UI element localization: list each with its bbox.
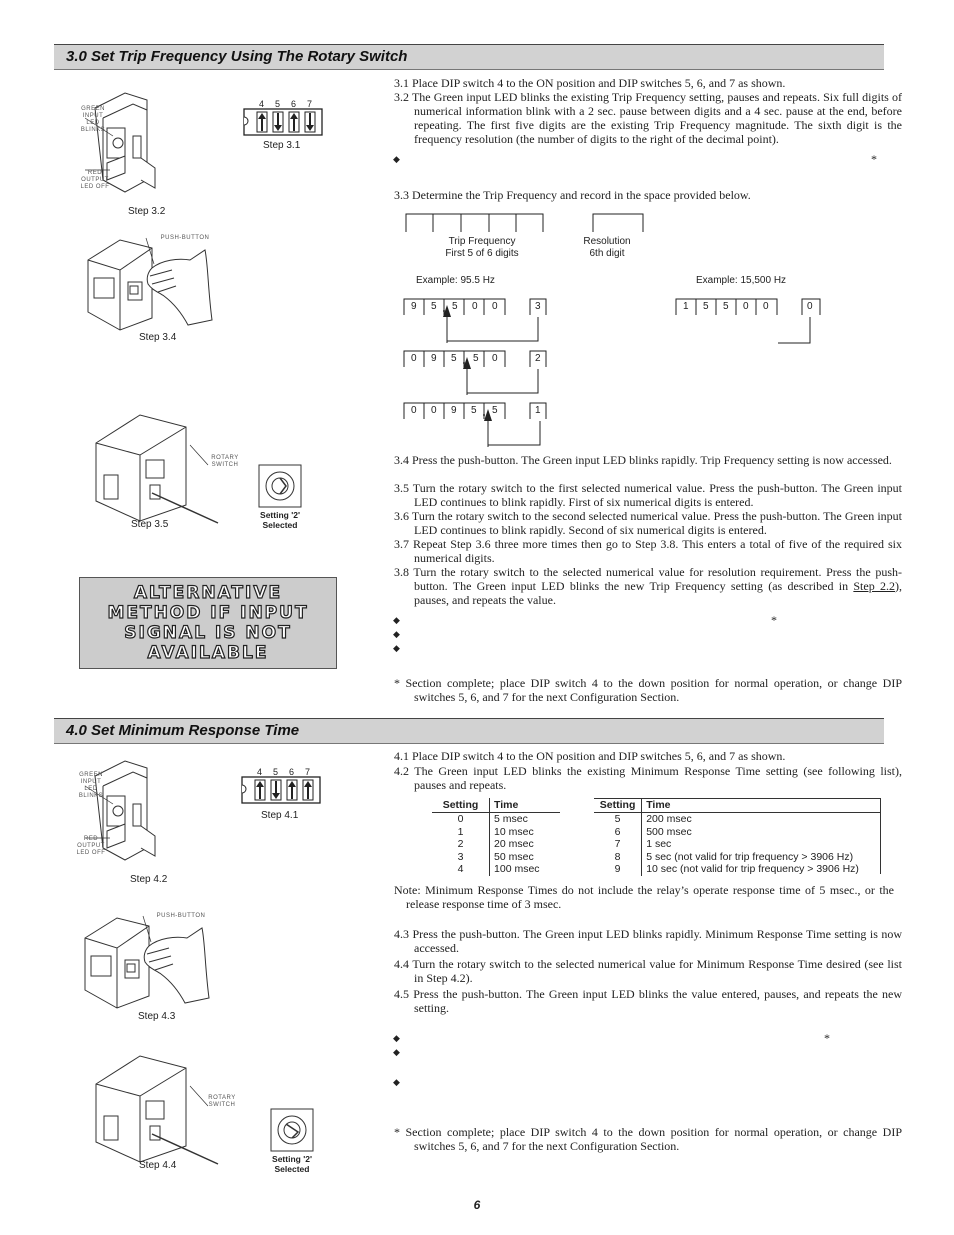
para-3-1: 3.1 Place DIP switch 4 to the ON position and DIP switches 5, 6, and 7 as shown. (394, 76, 786, 90)
dip-label-6: 6 (291, 99, 297, 109)
para-3-8: 3.8 Turn the rotary switch to the selected numerical value for resolution requirement. Press the push-button. The Green input LED blinks the new Trip Frequency setting (as described in Step 2.2), pauses, and repeats the value. (394, 565, 902, 607)
para-3-3: 3.3 Determine the Trip Frequency and record in the space provided below. (394, 188, 751, 202)
ex1-r1-d3: 5 (452, 301, 458, 312)
rotary-switch-label: ROTARY SWITCH (208, 1095, 236, 1108)
ex1-r1-d5: 0 (492, 301, 498, 312)
bullet-diamond: ◆ (393, 154, 400, 164)
ex2-d5: 0 (763, 301, 769, 312)
footnote-4: * Section complete; place DIP switch 4 to the down position for normal operation, or change DIP switches 5, 6, and 7 for the next Configuration Section. (394, 1125, 902, 1153)
step-4-4-caption: Step 4.4 (139, 1160, 177, 1171)
bullet-diamond: ◆ (393, 629, 400, 639)
rotary-dial-icon (270, 1108, 314, 1152)
ex1-r2-d5: 0 (492, 353, 498, 364)
step-2-2-link[interactable]: Step 2.2 (853, 579, 895, 593)
ex2-d1: 1 (683, 301, 689, 312)
alternative-method-box (79, 577, 337, 669)
dip-label-4: 4 (259, 99, 265, 109)
setting-2-selected-caption: Setting '2' Selected (272, 1154, 312, 1174)
page-number: 6 (473, 1198, 481, 1212)
push-button-illustration-3-4 (80, 230, 220, 335)
trip-frequency-label: Trip Frequency First 5 of 6 digits (445, 236, 519, 259)
table-row: 7 1 sec (594, 838, 881, 851)
example-digit-boxes (400, 295, 840, 455)
ex1-r3-d3: 9 (451, 405, 457, 416)
bullet-diamond: ◆ (393, 615, 400, 625)
para-4-3: 4.3 Press the push-button. The Green input LED blinks rapidly. Minimum Response Time setting is now accessed. (394, 927, 902, 955)
table-right-rule (880, 798, 881, 874)
dip-label-7: 7 (307, 99, 313, 109)
example-2-label: Example: 15,500 Hz (696, 275, 787, 286)
step-4-2-caption: Step 4.2 (130, 874, 168, 885)
asterisk: * (871, 152, 877, 166)
ex1-r1-d2: 5 (431, 301, 437, 312)
ex1-r3-d5: 5 (492, 405, 498, 416)
section-3-header (54, 44, 884, 70)
step-3-2-caption: Step 3.2 (128, 206, 166, 217)
para-4-5: 4.5 Press the push-button. The Green input LED blinks the value entered, pauses, and repeats the new setting. (394, 987, 902, 1015)
dip-switch-4-1 (241, 776, 321, 804)
ex1-r3-d1: 0 (411, 405, 417, 416)
response-time-table-right (594, 798, 881, 876)
para-3-7: 3.7 Repeat Step 3.6 three more times then go to Step 3.8. This enters a total of five of the required six numerical digits. (394, 537, 902, 565)
note-response-time: Note: Minimum Response Times do not include the relay’s operate response time of 5 msec., or the release response time of 3 msec. (394, 883, 894, 911)
example-1-label: Example: 95.5 Hz (416, 275, 495, 286)
table-row: 1 10 msec (432, 826, 560, 839)
asterisk: * (824, 1031, 830, 1045)
ex1-r1-d4: 0 (472, 301, 478, 312)
ex1-r2-d3: 5 (451, 353, 457, 364)
bullet-diamond: ◆ (393, 1033, 400, 1043)
bullet-diamond: ◆ (393, 1077, 400, 1087)
para-4-1: 4.1 Place DIP switch 4 to the ON position and DIP switches 5, 6, and 7 as shown. (394, 749, 786, 763)
setting-2-selected-caption: Setting '2' Selected (260, 510, 300, 530)
step-3-1-caption: Step 3.1 (263, 140, 301, 151)
ex1-r1-res: 3 (535, 301, 541, 312)
ex2-d2: 5 (703, 301, 709, 312)
red-led-label: RED OUTPUT LED OFF (76, 836, 106, 856)
section-3-title: 3.0 Set Trip Frequency Using The Rotary Switch (66, 48, 408, 65)
para-3-5: 3.5 Turn the rotary switch to the first selected numerical value. Press the push-button. The Green input LED continues to blink rapidly. First of six numerical digits is entered. (394, 481, 902, 509)
table-row: 9 10 sec (not valid for trip frequency > 3906 Hz) (594, 863, 881, 876)
table-row: 3 50 msec (432, 851, 560, 864)
setting-header: Setting (432, 798, 490, 813)
time-header: Time (490, 798, 560, 813)
table-row: 4 100 msec (432, 863, 560, 876)
dip-label-5: 5 (275, 99, 281, 109)
table-top-rule (594, 798, 881, 800)
step-4-3-caption: Step 4.3 (138, 1011, 176, 1022)
table-header-row (432, 798, 560, 813)
alternative-method-text: ALTERNATIVE METHOD IF INPUT SIGNAL IS NOT AVAILABLE (107, 583, 309, 663)
push-button-illustration-4-3 (77, 908, 217, 1013)
para-4-2: 4.2 The Green input LED blinks the existing Minimum Response Time setting (see following list), pauses and repeats. (394, 764, 902, 792)
response-time-table-left (432, 798, 560, 876)
setting-header: Setting (594, 798, 642, 813)
dip-label-6: 6 (289, 767, 295, 777)
ex1-r2-d2: 9 (431, 353, 437, 364)
bullet-diamond: ◆ (393, 1047, 400, 1057)
rotary-dial-icon (258, 464, 302, 508)
table-row: 5 200 msec (594, 813, 881, 826)
table-row: 0 5 msec (432, 813, 560, 826)
para-3-4: 3.4 Press the push-button. The Green input LED blinks rapidly. Trip Frequency setting is now accessed. (394, 453, 892, 467)
time-header: Time (642, 798, 881, 813)
step-3-5-caption: Step 3.5 (131, 519, 169, 530)
dip-label-4: 4 (257, 767, 263, 777)
ex1-r1-d1: 9 (411, 301, 417, 312)
ex2-res: 0 (807, 301, 813, 312)
green-led-label: GREEN INPUT LED BLINKS (78, 772, 104, 799)
ex1-r2-d1: 0 (411, 353, 417, 364)
resolution-label: Resolution 6th digit (583, 236, 631, 259)
step-3-4-caption: Step 3.4 (139, 332, 177, 343)
para-3-6: 3.6 Turn the rotary switch to the second selected numerical value. Press the push-button. The Green input LED continues to blink rapidly. Second of six numerical digits is entered. (394, 509, 902, 537)
ex1-r2-res: 2 (535, 353, 541, 364)
green-led-label: GREEN INPUT LED BLINKS (80, 106, 106, 133)
red-led-label: RED OUTPUT LED OFF (80, 170, 110, 190)
dip-label-5: 5 (273, 767, 279, 777)
para-3-2: 3.2 The Green input LED blinks the existing Trip Frequency setting, pauses and repeats. Six full digits of numerical information blink with a 2 sec. pause between digits and a 4 sec. pause at the end, before repeating. The first five digits are the existing Trip Frequency magnitude. The sixth digit is the frequency resolution (the number of digits to the right of the decimal point). (394, 90, 902, 146)
dip-label-7: 7 (305, 767, 311, 777)
ex1-r2-d4: 5 (473, 353, 479, 364)
table-row: 8 5 sec (not valid for trip frequency > 3906 Hz) (594, 851, 881, 864)
trip-frequency-record-boxes (405, 212, 645, 234)
asterisk: * (771, 613, 777, 627)
section-4-title: 4.0 Set Minimum Response Time (66, 722, 300, 739)
push-button-label: PUSH-BUTTON (156, 913, 206, 919)
table-row: 2 20 msec (432, 838, 560, 851)
push-button-label: PUSH-BUTTON (160, 235, 210, 241)
ex1-r3-d2: 0 (431, 405, 437, 416)
table-row: 6 500 msec (594, 826, 881, 839)
footnote-3: * Section complete; place DIP switch 4 to the down position for normal operation, or change DIP switches 5, 6, and 7 for the next Configuration Section. (394, 676, 902, 704)
para-4-4: 4.4 Turn the rotary switch to the selected numerical value for Minimum Response Time desired (see list in Step 4.2). (394, 957, 902, 985)
ex1-r3-d4: 5 (471, 405, 477, 416)
section-4-header (54, 718, 884, 744)
step-4-1-caption: Step 4.1 (261, 810, 299, 821)
dip-switch-3-1 (243, 108, 323, 136)
table-header-row (594, 798, 881, 813)
rotary-switch-label: ROTARY SWITCH (211, 455, 239, 468)
ex2-d3: 5 (723, 301, 729, 312)
ex2-d4: 0 (743, 301, 749, 312)
bullet-diamond: ◆ (393, 643, 400, 653)
ex1-r3-res: 1 (535, 405, 541, 416)
